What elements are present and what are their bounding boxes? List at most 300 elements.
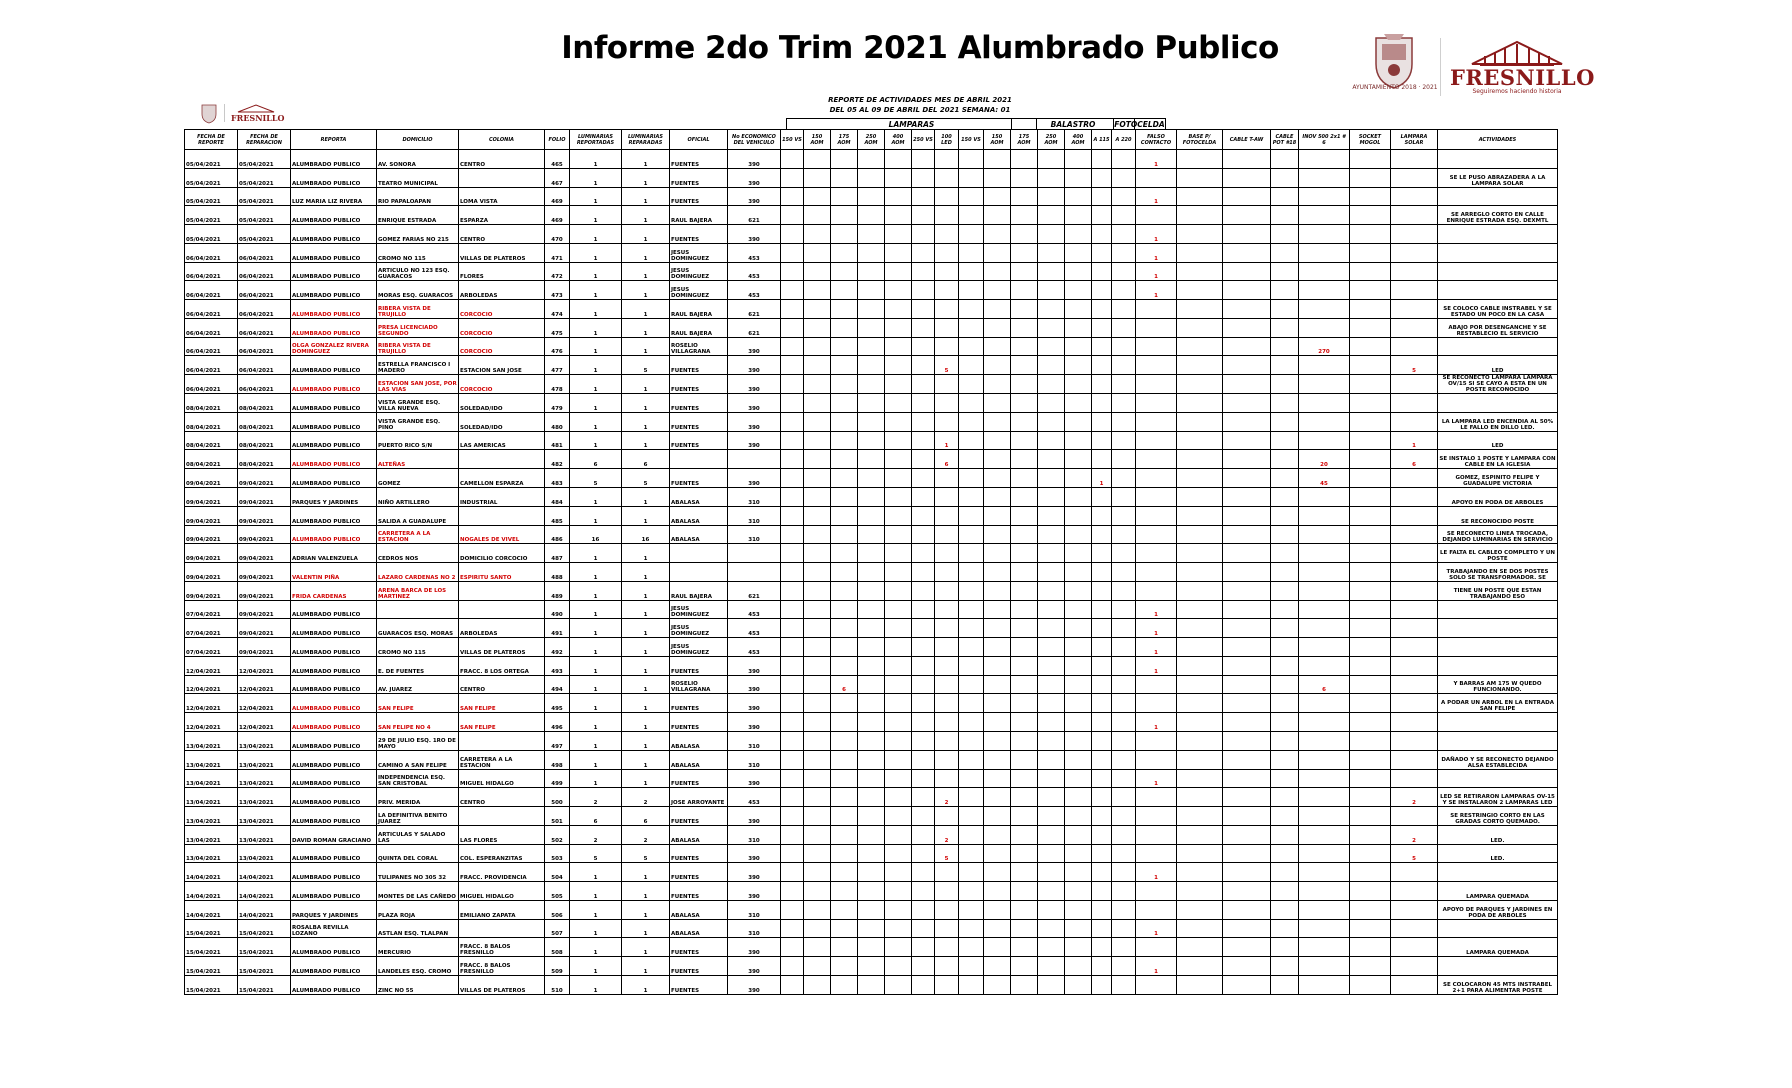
table-cell <box>984 506 1011 525</box>
table-cell <box>781 431 804 450</box>
table-cell: 1 <box>570 938 622 957</box>
table-cell <box>1065 713 1092 732</box>
table-row <box>185 825 1558 844</box>
table-cell <box>1136 788 1177 807</box>
table-row <box>185 337 1558 356</box>
table-cell: 06/04/2021 <box>185 318 238 337</box>
table-row <box>185 694 1558 713</box>
table-cell <box>1350 356 1391 375</box>
table-cell <box>858 731 885 750</box>
table-row <box>185 243 1558 262</box>
table-cell: 390 <box>728 187 781 206</box>
table-cell <box>935 656 959 675</box>
table-cell <box>781 469 804 488</box>
table-cell: SE RECONECTO LINEA TROCADA, DEJANDO LUMINARIAS EN SERVICIO <box>1438 525 1558 544</box>
table-cell <box>781 394 804 413</box>
table-cell <box>1391 938 1438 957</box>
table-cell <box>1223 975 1271 994</box>
column-header: 150 AOM <box>804 130 831 150</box>
table-cell: 473 <box>545 281 570 300</box>
table-cell: 13/04/2021 <box>185 788 238 807</box>
table-cell <box>1350 938 1391 957</box>
table-cell <box>885 975 912 994</box>
table-cell <box>1391 506 1438 525</box>
table-cell <box>1299 731 1350 750</box>
table-cell: 12/04/2021 <box>238 656 291 675</box>
table-cell: 08/04/2021 <box>238 450 291 469</box>
table-cell <box>1299 694 1350 713</box>
table-cell <box>781 844 804 863</box>
table-cell <box>1011 900 1038 919</box>
table-cell <box>1177 919 1223 938</box>
table-cell <box>1038 788 1065 807</box>
table-cell <box>1112 638 1136 657</box>
table-cell <box>885 713 912 732</box>
table-cell: 1 <box>570 882 622 901</box>
table-cell: ALUMBRADO PUBLICO <box>291 450 377 469</box>
table-cell: 09/04/2021 <box>185 469 238 488</box>
table-cell <box>858 656 885 675</box>
table-cell <box>912 581 935 600</box>
table-cell: MERCURIO <box>377 938 459 957</box>
table-row <box>185 882 1558 901</box>
table-cell: 1 <box>622 750 670 769</box>
table-cell: 2 <box>622 825 670 844</box>
table-cell: RAUL BAJERA <box>670 318 728 337</box>
table-cell <box>781 262 804 281</box>
table-cell <box>858 525 885 544</box>
table-cell <box>781 957 804 976</box>
table-cell <box>1011 300 1038 319</box>
table-cell <box>1092 450 1112 469</box>
table-cell <box>781 281 804 300</box>
table-cell <box>459 919 545 938</box>
table-cell <box>1038 563 1065 582</box>
table-cell <box>1112 337 1136 356</box>
table-cell: 1 <box>570 262 622 281</box>
table-cell <box>831 900 858 919</box>
table-cell: CORCOCIO <box>459 300 545 319</box>
table-cell <box>1011 750 1038 769</box>
table-cell <box>831 863 858 882</box>
table-cell: 14/04/2021 <box>185 882 238 901</box>
table-cell <box>1011 975 1038 994</box>
table-cell <box>1391 525 1438 544</box>
table-cell <box>804 412 831 431</box>
table-cell <box>1065 337 1092 356</box>
table-cell <box>984 450 1011 469</box>
table-cell: 495 <box>545 694 570 713</box>
table-cell: 6 <box>1391 450 1438 469</box>
report-header <box>740 95 1100 115</box>
table-cell <box>912 394 935 413</box>
table-cell <box>1136 168 1177 187</box>
table-cell <box>831 619 858 638</box>
table-cell <box>885 262 912 281</box>
table-cell: 478 <box>545 375 570 394</box>
table-cell <box>804 506 831 525</box>
table-cell <box>912 225 935 244</box>
table-cell: ALUMBRADO PUBLICO <box>291 656 377 675</box>
table-cell: 06/04/2021 <box>238 375 291 394</box>
table-cell: 06/04/2021 <box>238 356 291 375</box>
column-header: FECHA DE REPARACION <box>238 130 291 150</box>
table-cell: 390 <box>728 882 781 901</box>
table-cell <box>858 187 885 206</box>
table-cell: ALUMBRADO PUBLICO <box>291 506 377 525</box>
table-cell: 13/04/2021 <box>238 825 291 844</box>
table-cell: SAN FELIPE <box>459 713 545 732</box>
table-cell <box>984 825 1011 844</box>
table-cell: 29 DE JULIO ESQ. 1RO DE MAYO <box>377 731 459 750</box>
table-cell <box>935 506 959 525</box>
table-cell <box>1092 807 1112 826</box>
table-cell <box>1065 187 1092 206</box>
table-cell <box>912 544 935 563</box>
table-cell <box>959 675 984 694</box>
table-cell <box>1038 957 1065 976</box>
table-cell <box>935 150 959 169</box>
table-cell: 1 <box>570 356 622 375</box>
table-cell <box>1299 938 1350 957</box>
table-cell: 390 <box>728 168 781 187</box>
table-cell <box>1177 187 1223 206</box>
table-cell: CENTRO <box>459 675 545 694</box>
table-cell <box>1271 544 1299 563</box>
table-cell <box>1271 225 1299 244</box>
table-cell <box>1299 168 1350 187</box>
table-cell <box>804 394 831 413</box>
table-cell <box>1011 957 1038 976</box>
table-cell <box>1112 807 1136 826</box>
table-cell <box>858 882 885 901</box>
table-cell <box>1092 900 1112 919</box>
table-cell <box>885 619 912 638</box>
table-cell <box>1299 619 1350 638</box>
table-cell <box>912 337 935 356</box>
table-cell: ARENA BARCA DE LOS MARTINEZ <box>377 581 459 600</box>
table-cell: 16 <box>570 525 622 544</box>
table-cell <box>858 807 885 826</box>
table-cell <box>1350 825 1391 844</box>
table-cell <box>831 450 858 469</box>
table-cell <box>459 600 545 619</box>
table-cell: DOMICILIO CORCOCIO <box>459 544 545 563</box>
table-cell <box>1223 243 1271 262</box>
table-cell <box>1065 318 1092 337</box>
table-cell <box>1065 807 1092 826</box>
table-cell <box>1038 469 1065 488</box>
table-cell: 1 <box>570 769 622 788</box>
table-cell: 09/04/2021 <box>185 525 238 544</box>
table-cell <box>804 938 831 957</box>
table-cell <box>781 750 804 769</box>
table-cell: 1 <box>570 375 622 394</box>
table-cell <box>1271 750 1299 769</box>
table-cell <box>1011 544 1038 563</box>
table-cell: ALUMBRADO PUBLICO <box>291 713 377 732</box>
table-cell: 1 <box>1136 281 1177 300</box>
table-cell <box>1438 863 1558 882</box>
table-cell <box>984 525 1011 544</box>
table-cell <box>935 412 959 431</box>
table-cell <box>1391 168 1438 187</box>
table-cell <box>1223 788 1271 807</box>
table-cell <box>804 675 831 694</box>
table-cell: SAN FELIPE <box>459 694 545 713</box>
table-cell: NOGALES DE VIVEL <box>459 525 545 544</box>
table-cell <box>1065 750 1092 769</box>
table-cell <box>912 600 935 619</box>
table-cell <box>1391 281 1438 300</box>
table-cell <box>912 262 935 281</box>
table-cell <box>831 975 858 994</box>
table-cell: 496 <box>545 713 570 732</box>
table-row <box>185 638 1558 657</box>
table-cell <box>858 469 885 488</box>
table-cell <box>885 600 912 619</box>
table-cell: 05/04/2021 <box>238 150 291 169</box>
table-cell <box>885 375 912 394</box>
table-cell <box>1350 375 1391 394</box>
table-cell <box>1438 150 1558 169</box>
table-cell <box>885 187 912 206</box>
table-cell <box>935 488 959 507</box>
table-cell: VILLAS DE PLATEROS <box>459 243 545 262</box>
table-cell <box>984 581 1011 600</box>
column-header: 250 AOM <box>858 130 885 150</box>
table-cell: 1 <box>622 300 670 319</box>
table-cell <box>959 694 984 713</box>
table-cell <box>1350 619 1391 638</box>
table-cell <box>959 900 984 919</box>
table-cell <box>1038 262 1065 281</box>
table-cell <box>1271 788 1299 807</box>
table-row <box>185 957 1558 976</box>
table-cell <box>1065 975 1092 994</box>
municipal-seal-icon <box>1370 32 1418 90</box>
table-cell: COL. ESPERANZITAS <box>459 844 545 863</box>
table-cell <box>1438 337 1558 356</box>
table-cell: LAS AMERICAS <box>459 431 545 450</box>
table-cell <box>804 281 831 300</box>
table-cell <box>984 225 1011 244</box>
table-cell <box>781 675 804 694</box>
table-cell <box>1177 731 1223 750</box>
table-cell <box>1299 713 1350 732</box>
table-cell <box>781 450 804 469</box>
table-cell <box>831 375 858 394</box>
table-cell <box>984 206 1011 225</box>
table-cell <box>912 619 935 638</box>
table-cell <box>831 919 858 938</box>
table-cell: QUINTA DEL CORAL <box>377 844 459 863</box>
table-cell <box>1391 581 1438 600</box>
table-cell <box>935 394 959 413</box>
table-cell <box>959 206 984 225</box>
table-cell: 07/04/2021 <box>185 638 238 657</box>
table-cell <box>1177 619 1223 638</box>
table-cell <box>984 375 1011 394</box>
column-header: 150 VS <box>959 130 984 150</box>
table-cell: 498 <box>545 750 570 769</box>
table-cell <box>1271 713 1299 732</box>
table-cell <box>1011 675 1038 694</box>
table-cell <box>1391 225 1438 244</box>
table-cell: ALUMBRADO PUBLICO <box>291 844 377 863</box>
table-cell <box>1092 187 1112 206</box>
table-cell <box>1136 469 1177 488</box>
table-cell <box>1177 882 1223 901</box>
table-cell <box>1299 882 1350 901</box>
table-cell: 5 <box>570 844 622 863</box>
table-cell <box>912 713 935 732</box>
table-cell <box>912 187 935 206</box>
table-cell <box>1112 206 1136 225</box>
table-cell <box>459 581 545 600</box>
table-cell <box>1299 431 1350 450</box>
table-cell: 08/04/2021 <box>238 394 291 413</box>
table-cell: FUENTES <box>670 168 728 187</box>
table-cell: 1 <box>622 375 670 394</box>
table-cell <box>804 356 831 375</box>
table-cell <box>1299 375 1350 394</box>
table-row <box>185 675 1558 694</box>
table-cell <box>781 938 804 957</box>
table-cell <box>1177 563 1223 582</box>
table-cell <box>728 450 781 469</box>
table-cell: APOYO DE PARQUES Y JARDINES EN PODA DE ARBOLES <box>1438 900 1558 919</box>
table-cell: 1 <box>1136 150 1177 169</box>
table-cell <box>1038 488 1065 507</box>
table-cell <box>781 863 804 882</box>
table-cell: 390 <box>728 975 781 994</box>
table-cell: 476 <box>545 337 570 356</box>
table-cell: OLGA GONZALEZ RIVERA DOMINGUEZ <box>291 337 377 356</box>
table-cell: RAUL BAJERA <box>670 300 728 319</box>
table-cell: 1 <box>622 243 670 262</box>
table-row <box>185 731 1558 750</box>
table-cell <box>831 318 858 337</box>
table-cell: 09/04/2021 <box>185 563 238 582</box>
table-cell <box>858 412 885 431</box>
table-cell <box>831 882 858 901</box>
table-cell <box>831 581 858 600</box>
report-line-1: REPORTE DE ACTIVIDADES MES DE ABRIL 2021 <box>828 96 1012 104</box>
table-cell: GUARACOS ESQ. MORAS <box>377 619 459 638</box>
table-cell: 06/04/2021 <box>185 375 238 394</box>
table-row <box>185 844 1558 863</box>
table-cell <box>1391 882 1438 901</box>
table-cell <box>1271 675 1299 694</box>
table-cell <box>984 975 1011 994</box>
table-cell <box>1038 825 1065 844</box>
table-cell: 1 <box>570 243 622 262</box>
table-cell <box>1223 431 1271 450</box>
table-cell <box>1136 750 1177 769</box>
table-cell: 1 <box>622 563 670 582</box>
table-cell <box>1223 600 1271 619</box>
table-cell: 1 <box>1136 243 1177 262</box>
table-cell <box>1271 975 1299 994</box>
table-cell: CARRETERA A LA ESTACION <box>459 750 545 769</box>
table-cell: 1 <box>570 656 622 675</box>
table-cell: 08/04/2021 <box>185 450 238 469</box>
table-cell <box>1011 450 1038 469</box>
table-cell <box>1065 300 1092 319</box>
table-cell: 16 <box>622 525 670 544</box>
table-cell <box>1112 619 1136 638</box>
table-cell <box>1177 243 1223 262</box>
table-cell: SOLEDAD/IDO <box>459 412 545 431</box>
table-cell: 13/04/2021 <box>238 807 291 826</box>
table-row <box>185 919 1558 938</box>
table-cell: E. DE FUENTES <box>377 656 459 675</box>
column-header: REPORTA <box>291 130 377 150</box>
table-cell: FRACC. 8 LOS ORTEGA <box>459 656 545 675</box>
table-cell <box>885 412 912 431</box>
table-row <box>185 488 1558 507</box>
table-cell: ALUMBRADO PUBLICO <box>291 769 377 788</box>
table-cell <box>831 957 858 976</box>
table-cell <box>1391 731 1438 750</box>
table-row <box>185 394 1558 413</box>
table-cell <box>959 938 984 957</box>
table-cell: RIO PAPALOAPAN <box>377 187 459 206</box>
table-cell <box>1350 544 1391 563</box>
table-cell <box>1177 525 1223 544</box>
table-cell: ABALASA <box>670 506 728 525</box>
table-cell: 390 <box>728 375 781 394</box>
table-cell: PARQUES Y JARDINES <box>291 900 377 919</box>
table-cell <box>1112 975 1136 994</box>
table-cell <box>1350 731 1391 750</box>
table-cell: FUENTES <box>670 882 728 901</box>
table-cell: CORCOCIO <box>459 337 545 356</box>
table-cell <box>1065 844 1092 863</box>
table-cell <box>959 882 984 901</box>
table-cell <box>670 563 728 582</box>
table-cell <box>1136 394 1177 413</box>
table-cell <box>1271 825 1299 844</box>
table-row <box>185 168 1558 187</box>
table-cell <box>935 168 959 187</box>
table-row <box>185 900 1558 919</box>
table-cell <box>935 563 959 582</box>
table-header-row <box>185 130 1558 150</box>
table-cell: ABALASA <box>670 825 728 844</box>
table-cell: 07/04/2021 <box>185 600 238 619</box>
table-row <box>185 150 1558 169</box>
svg-text:FRESNILLO: FRESNILLO <box>231 113 285 123</box>
table-cell: 481 <box>545 431 570 450</box>
table-cell: 1 <box>622 731 670 750</box>
table-cell <box>1391 957 1438 976</box>
table-cell <box>1065 675 1092 694</box>
table-cell: LED <box>1438 356 1558 375</box>
table-cell <box>1011 488 1038 507</box>
table-cell <box>1271 807 1299 826</box>
table-cell: CEDROS NOS <box>377 544 459 563</box>
table-cell: 6 <box>570 807 622 826</box>
table-cell <box>1112 168 1136 187</box>
table-cell <box>885 825 912 844</box>
table-cell: 13/04/2021 <box>185 844 238 863</box>
table-cell <box>984 469 1011 488</box>
table-cell <box>1438 713 1558 732</box>
table-cell <box>804 225 831 244</box>
table-cell <box>858 581 885 600</box>
